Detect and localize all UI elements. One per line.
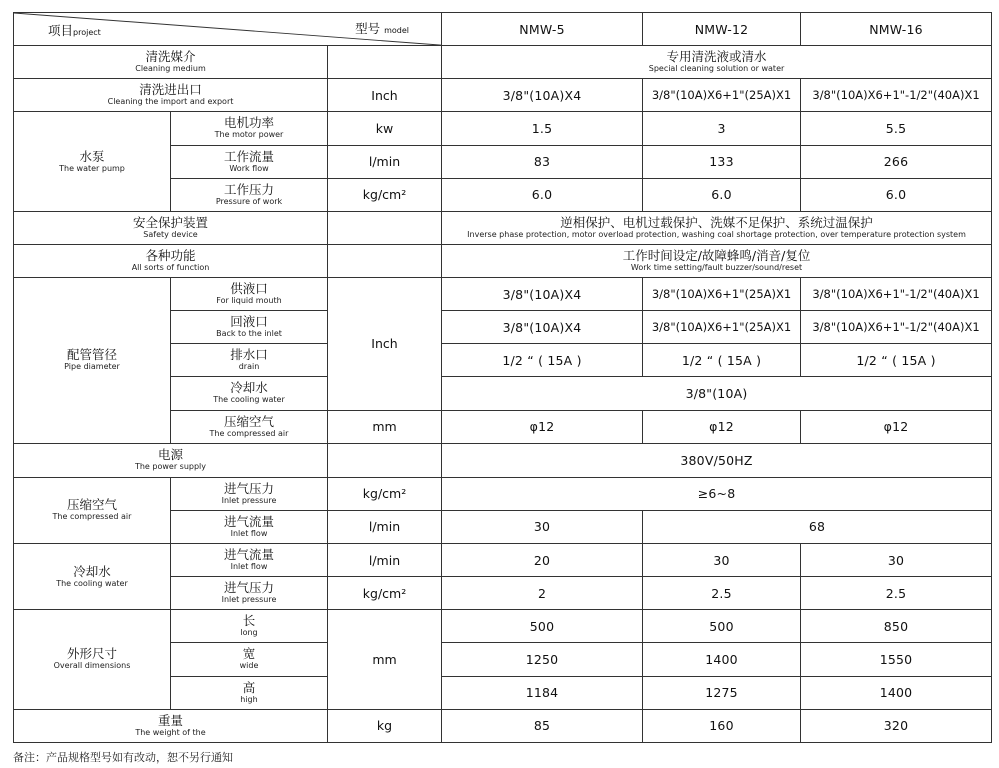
label-width: 宽 wide <box>171 643 328 676</box>
value-cell: 6.0 <box>643 178 801 211</box>
model-nmw-5: NMW-5 <box>442 13 643 46</box>
row-air-pressure <box>14 477 992 510</box>
row-safety-device <box>14 211 992 244</box>
label-work-flow: 工作流量 Work flow <box>171 145 328 178</box>
unit-cell: kw <box>328 112 442 145</box>
value-cell: 320 <box>801 709 992 742</box>
value-cell: 2.5 <box>643 577 801 610</box>
value-cell: 1250 <box>442 643 643 676</box>
value-cell: 1/2 “ ( 15A ) <box>643 344 801 377</box>
value-cell: 6.0 <box>442 178 643 211</box>
value-cell: 3/8"(10A)X6+1"(25A)X1 <box>643 278 801 311</box>
model-label: 型号 model <box>355 21 410 36</box>
label-safety-device: 安全保护装置 Safety device <box>14 211 328 244</box>
value-cell: 30 <box>643 544 801 577</box>
unit-cell: Inch <box>328 278 442 411</box>
model-nmw-16: NMW-16 <box>801 13 992 46</box>
value-cell: 1400 <box>801 676 992 709</box>
label-weight: 重量 The weight of the <box>14 709 328 742</box>
unit-cell <box>328 443 442 477</box>
row-weight <box>14 709 992 742</box>
value-cleaning-medium: 专用清洗液或清水 Special cleaning solution or water <box>442 46 992 79</box>
unit-cell: kg/cm² <box>328 577 442 610</box>
value-cell: 850 <box>801 610 992 643</box>
label-inlet-pressure: 进气压力 Inlet pressure <box>171 577 328 610</box>
project-label: 项目project <box>48 23 101 39</box>
row-water-flow <box>14 544 992 577</box>
unit-cell: mm <box>328 610 442 709</box>
unit-cell: l/min <box>328 145 442 178</box>
value-cell: 266 <box>801 145 992 178</box>
value-cell: 1.5 <box>442 112 643 145</box>
row-functions <box>14 244 992 277</box>
value-cell: 1550 <box>801 643 992 676</box>
unit-cell: l/min <box>328 544 442 577</box>
value-cell: 380V/50HZ <box>442 443 992 477</box>
unit-cell: kg/cm² <box>328 477 442 510</box>
value-cell: 5.5 <box>801 112 992 145</box>
label-inlet-flow: 进气流量 Inlet flow <box>171 510 328 543</box>
value-cell: φ12 <box>643 410 801 443</box>
label-length: 长 long <box>171 610 328 643</box>
label-inlet-pressure: 进气压力 Inlet pressure <box>171 477 328 510</box>
value-cell: 3/8"(10A)X6+1"(25A)X1 <box>643 79 801 112</box>
unit-cell: l/min <box>328 510 442 543</box>
label-overall-dimensions: 外形尺寸 Overall dimensions <box>14 610 171 709</box>
value-cell: 6.0 <box>801 178 992 211</box>
footnote: 备注：产品规格型号如有改动，恕不另行通知 <box>13 751 233 764</box>
header-diagonal-cell <box>14 13 442 46</box>
label-compressed-air: 压缩空气 The compressed air <box>171 410 328 443</box>
value-cell: 30 <box>442 510 643 543</box>
label-compressed-air-group: 压缩空气 The compressed air <box>14 477 171 543</box>
label-height: 高 high <box>171 676 328 709</box>
spec-table <box>13 12 992 743</box>
value-cell: 3/8"(10A) <box>442 377 992 410</box>
row-pipe-supply <box>14 278 992 311</box>
value-cell: 1184 <box>442 676 643 709</box>
label-work-pressure: 工作压力 Pressure of work <box>171 178 328 211</box>
unit-cell: Inch <box>328 79 442 112</box>
label-cleaning-port: 清洗进出口 Cleaning the import and export <box>14 79 328 112</box>
label-motor-power: 电机功率 The motor power <box>171 112 328 145</box>
value-functions: 工作时间设定/故障蜂鸣/消音/复位 Work time setting/fault buzzer/sound/reset <box>442 244 992 277</box>
value-cell: 85 <box>442 709 643 742</box>
row-pump-power <box>14 112 992 145</box>
label-functions: 各种功能 All sorts of function <box>14 244 328 277</box>
value-cell: 20 <box>442 544 643 577</box>
label-cooling-water: 冷却水 The cooling water <box>171 377 328 410</box>
value-cell: 500 <box>643 610 801 643</box>
value-cell: 1/2 “ ( 15A ) <box>801 344 992 377</box>
unit-cell: kg <box>328 709 442 742</box>
value-cell: 3/8"(10A)X4 <box>442 278 643 311</box>
value-cell: 2.5 <box>801 577 992 610</box>
label-cooling-water-group: 冷却水 The cooling water <box>14 544 171 610</box>
value-cell: 3/8"(10A)X6+1"-1/2"(40A)X1 <box>801 79 992 112</box>
value-cell: 3/8"(10A)X6+1"(25A)X1 <box>643 311 801 344</box>
unit-cell <box>328 244 442 277</box>
value-cell: 3/8"(10A)X4 <box>442 79 643 112</box>
row-cleaning-medium <box>14 46 992 79</box>
row-power-supply <box>14 443 992 477</box>
value-cell: φ12 <box>442 410 643 443</box>
label-cleaning-medium: 清洗媒介 Cleaning medium <box>14 46 328 79</box>
row-dim-length <box>14 610 992 643</box>
value-cell: ≥6~8 <box>442 477 992 510</box>
value-cell: 30 <box>801 544 992 577</box>
label-power-supply: 电源 The power supply <box>14 443 328 477</box>
model-nmw-12: NMW-12 <box>643 13 801 46</box>
value-cell: 3/8"(10A)X6+1"-1/2"(40A)X1 <box>801 311 992 344</box>
value-cell: 160 <box>643 709 801 742</box>
row-cleaning-port <box>14 79 992 112</box>
unit-cell: mm <box>328 410 442 443</box>
label-pipe-diameter: 配管管径 Pipe diameter <box>14 278 171 444</box>
value-cell: 3 <box>643 112 801 145</box>
value-cell: 1400 <box>643 643 801 676</box>
value-cell: 133 <box>643 145 801 178</box>
value-safety-device: 逆相保护、电机过载保护、洗媒不足保护、系统过温保护 Inverse phase protection, motor overload protection, washing coal shortage protection, over temperature protection system <box>442 211 992 244</box>
header-row <box>14 13 992 46</box>
value-cell: 68 <box>643 510 992 543</box>
value-cell: φ12 <box>801 410 992 443</box>
value-cell: 83 <box>442 145 643 178</box>
value-cell: 500 <box>442 610 643 643</box>
value-cell: 1/2 “ ( 15A ) <box>442 344 643 377</box>
label-liquid-supply: 供液口 For liquid mouth <box>171 278 328 311</box>
unit-cell <box>328 211 442 244</box>
unit-cell <box>328 46 442 79</box>
label-liquid-return: 回液口 Back to the inlet <box>171 311 328 344</box>
label-water-pump: 水泵 The water pump <box>14 112 171 211</box>
unit-cell: kg/cm² <box>328 178 442 211</box>
value-cell: 2 <box>442 577 643 610</box>
label-inlet-flow: 进气流量 Inlet flow <box>171 544 328 577</box>
value-cell: 3/8"(10A)X4 <box>442 311 643 344</box>
value-cell: 3/8"(10A)X6+1"-1/2"(40A)X1 <box>801 278 992 311</box>
label-drain: 排水口 drain <box>171 344 328 377</box>
value-cell: 1275 <box>643 676 801 709</box>
